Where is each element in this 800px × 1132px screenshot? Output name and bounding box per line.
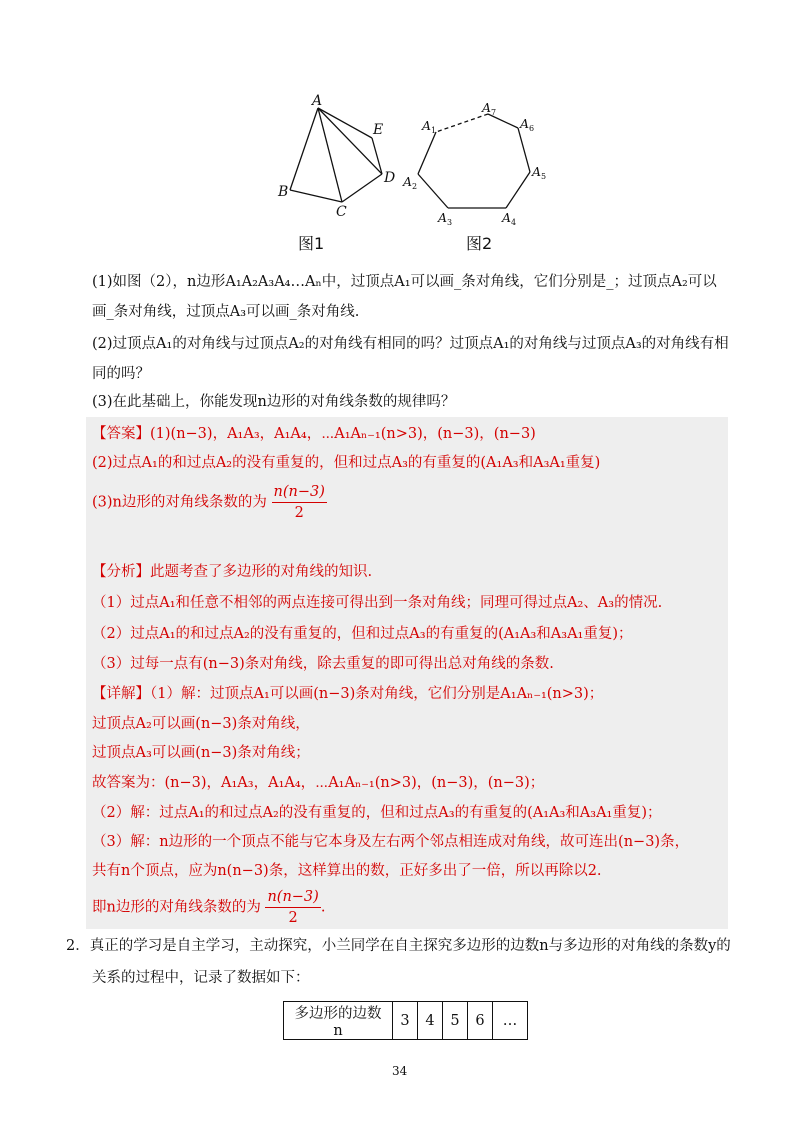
answer-fraction-denominator: 2 xyxy=(294,505,304,521)
table-row xyxy=(284,1002,528,1040)
edge-a1-a2 xyxy=(418,132,436,174)
edge-ea xyxy=(318,108,372,138)
label-a1-sub: 1 xyxy=(431,126,437,135)
answer-fraction-numerator: n(n−3) xyxy=(272,482,327,503)
analysis-intro: 此题考查了多边形的对角线的知识. xyxy=(150,564,373,580)
analysis-line-2: （2）过点A₁的和过点A₂的没有重复的，但和过点A₃的有重复的(A₁A₃和A₃A₁重复)； xyxy=(92,626,633,642)
detail-1: （1）解：过顶点A₁可以画(n−3)条对角线，它们分别是A₁Aₙ₋₁(n>3)； xyxy=(150,686,604,702)
detail-7-prefix: 即n边形的对角线条数的为 xyxy=(92,899,261,916)
detail-line-6: 共有n个顶点，应为n(n−3)条，这样算出的数，正好多出了一倍，所以再除以2. xyxy=(92,863,602,879)
table-cell: … xyxy=(493,1002,528,1040)
label-a2: A xyxy=(403,174,413,189)
detail-line-7 xyxy=(92,887,325,928)
answer-3-prefix: (3)n边形的对角线条数的为 xyxy=(92,494,267,511)
svg-text:A3 xyxy=(437,210,452,226)
answer-1: (1)(n−3)，A₁A₃，A₁A₄，⋯A₁Aₙ₋₁(n>3)，(n−3)，(n−3) xyxy=(150,426,536,442)
analysis-line-3: （3）过每一点有(n−3)条对角线，除去重复的即可得出总对角线的条数. xyxy=(92,656,554,672)
question-2-line-2: 同的吗？ xyxy=(92,366,150,382)
table-cell: 3 xyxy=(393,1002,418,1040)
detail-line-4: （2）解：过点A₁的和过点A₂的没有重复的，但和过点A₃的有重复的(A₁A₃和A₃A₁重复)； xyxy=(92,805,662,821)
edge-cd xyxy=(342,174,382,202)
question-1-line-1: (1)如图（2），n边形A₁A₂A₃A₄…Aₙ中，过顶点A₁可以画_条对角线，它们分别是_；过顶点A₂可以 xyxy=(92,274,717,290)
edge-a4-a5 xyxy=(506,172,530,208)
edge-a5-a6 xyxy=(518,128,530,172)
label-a7: A xyxy=(482,100,492,115)
answer-tag: 【答案】 xyxy=(92,426,150,442)
detail-line-1: 过顶点A₂可以画(n−3)条对角线， xyxy=(92,716,310,732)
table-cell: 5 xyxy=(443,1002,468,1040)
detail-line-5: （3）解：n边形的一个顶点不能与它本身及左右两个邻点相连成对角线，故可连出(n−3)条， xyxy=(92,834,690,850)
analysis-line-1: （1）过点A₁和任意不相邻的两点连接可得出到一条对角线；同理可得过点A₂、A₃的情况. xyxy=(92,595,663,611)
svg-text:A7 xyxy=(481,100,496,117)
svg-text:A4 xyxy=(501,210,516,226)
figure-1 xyxy=(270,90,413,250)
label-c: C xyxy=(336,204,347,220)
detail-fraction-numerator: n(n−3) xyxy=(265,887,320,908)
label-a6-sub: 6 xyxy=(529,124,535,133)
svg-text:A1 xyxy=(421,118,436,135)
edge-a7-a1-dashed xyxy=(436,114,488,132)
detail-line-2: 过顶点A₃可以画(n−3)条对角线； xyxy=(92,745,310,761)
answer-fraction xyxy=(272,482,327,523)
label-a4: A xyxy=(502,210,512,225)
question-2-line-1: (2)过顶点A₁的对角线与过顶点A₂的对角线有相同的吗？过顶点A₁的对角线与过顶点A₃的对角线有相 xyxy=(92,336,729,352)
problem-2-text: 真正的学习是自主学习，主动探究，小兰同学在自主探究多边形的边数n与多边形的对角线的条数y的 xyxy=(89,938,731,954)
label-d: D xyxy=(384,170,396,186)
edge-bc xyxy=(290,190,342,202)
detail-line-3: 故答案为：(n−3)，A₁A₃，A₁A₄，⋯A₁Aₙ₋₁(n>3)，(n−3)，(n−3)； xyxy=(92,775,545,791)
analysis-tag: 【分析】 xyxy=(92,564,150,580)
table-header-cell: 多边形的边数n xyxy=(284,1002,393,1040)
figure-1-caption: 图1 xyxy=(298,234,325,253)
answer-2: (2)过点A₁的和过点A₂的没有重复的，但和过点A₃的有重复的(A₁A₃和A₃A₁重复) xyxy=(92,455,601,471)
edge-ab xyxy=(290,108,318,190)
detail-tag: 【详解】 xyxy=(92,686,150,702)
table-cell: 6 xyxy=(468,1002,493,1040)
analysis-line-0 xyxy=(92,562,372,582)
problem-2-number: 2． xyxy=(66,938,90,954)
svg-text:A2 xyxy=(402,174,417,191)
label-b: B xyxy=(278,184,289,200)
diagonal-ac xyxy=(318,108,342,202)
table-cell: 4 xyxy=(418,1002,443,1040)
detail-fraction-denominator: 2 xyxy=(288,910,298,926)
label-a5-sub: 5 xyxy=(541,172,547,181)
label-a3-sub: 3 xyxy=(447,218,453,226)
detail-7-suffix: . xyxy=(320,899,326,916)
label-a2-sub: 2 xyxy=(412,182,418,191)
answer-line-1 xyxy=(92,424,536,444)
label-a3: A xyxy=(438,210,448,225)
label-a7-sub: 7 xyxy=(491,108,497,117)
edge-a2-a3 xyxy=(418,174,448,208)
figure-2-caption: 图2 xyxy=(466,234,493,253)
answer-line-3 xyxy=(92,482,327,523)
label-a6: A xyxy=(520,116,530,131)
page-number: 34 xyxy=(392,1064,408,1078)
svg-text:A6 xyxy=(519,116,534,133)
label-a4-sub: 4 xyxy=(511,218,517,226)
label-a5: A xyxy=(532,164,542,179)
label-e: E xyxy=(373,122,384,138)
figure-2 xyxy=(400,96,560,226)
problem-2-line-1 xyxy=(66,936,731,956)
label-a1: A xyxy=(422,118,432,133)
question-3: (3)在此基础上，你能发现n边形的对角线条数的规律吗？ xyxy=(92,394,456,410)
detail-line-0 xyxy=(92,684,603,704)
label-a: A xyxy=(312,93,323,109)
detail-fraction xyxy=(265,887,320,928)
data-table xyxy=(283,1001,528,1040)
problem-2-line-2: 关系的过程中，记录了数据如下： xyxy=(92,970,310,986)
svg-text:A5 xyxy=(531,164,546,181)
question-1-line-2: 画_条对角线，过顶点A₃可以画_条对角线. xyxy=(92,304,360,320)
